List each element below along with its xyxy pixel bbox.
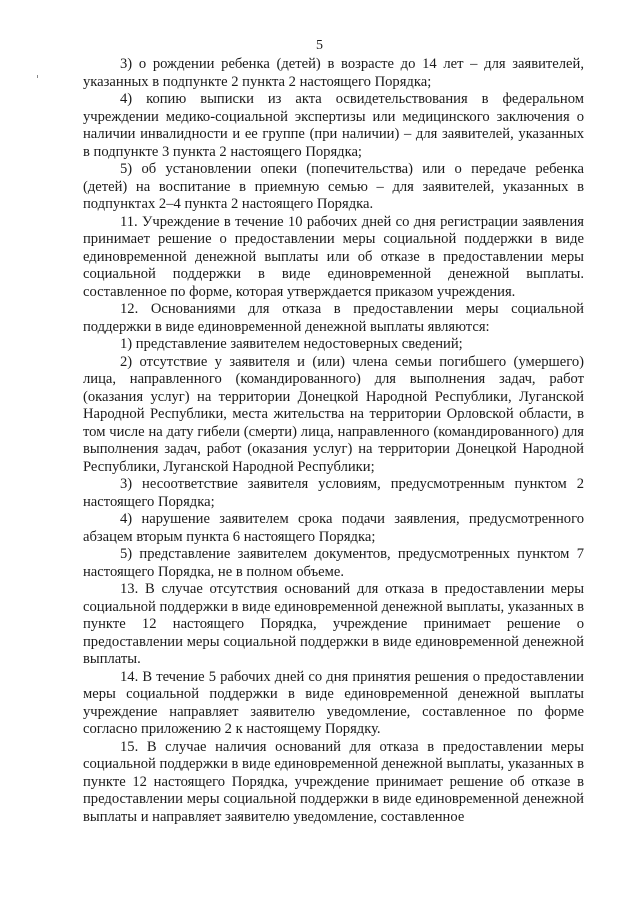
paragraph-clause-15: 15. В случае наличия оснований для отказа в предоставлении меры социальной поддержки в виде единовременной денежной выплаты, указанных в пункте 12 настоящего Порядка, учреждение принимает решение об отказе в предоставлении меры социальной поддержки в виде единовременной денежной выплаты и направляет заявителю уведомление, составленное — [83, 738, 584, 825]
page-number: 5 — [316, 38, 323, 53]
paragraph-clause-11: 11. Учреждение в течение 10 рабочих дней со дня регистрации заявления принимает решение о предоставлении меры социальной поддержки в виде единовременной денежной выплаты или об отказе в предоставлении меры социальной поддержки в виде единовременной денежной выплаты. составленное по форме, которая утверждается приказом учреждения. — [83, 213, 584, 300]
paragraph-clause-12-item-5: 5) представление заявителем документов, предусмотренных пунктом 7 настоящего Порядка, не в полном объеме. — [83, 546, 584, 580]
scan-speck — [37, 75, 38, 78]
paragraph-clause-13: 13. В случае отсутствия оснований для отказа в предоставлении меры социальной поддержки в виде единовременной денежной выплаты, указанных в пункте 12 настоящего Порядка, учреждение принимает решение о предоставлении меры социальной поддержки в виде единовременной денежной выплаты. — [83, 581, 584, 667]
paragraph-clause-12-item-1: 1) представление заявителем недостоверных сведений; — [120, 336, 463, 352]
paragraph-item-3-birth-certificate: 3) о рождении ребенка (детей) в возрасте до 14 лет – для заявителей, указанных в подпункте 2 пункта 2 настоящего Порядка; — [83, 56, 584, 90]
paragraph-clause-12-item-2: 2) отсутствие у заявителя и (или) члена семьи погибшего (умершего) лица, направленного (командированного) для выполнения задач, работ (оказания услуг) на территории Донецкой Народной Республики, Луганской Народной Республики, места жительства на территории Орловской области, в том числе на дату гибели (смерти) лица, направленного (командированного) для выполнения задач, работ (оказания услуг) на территории Донецкой Народной Республики, Луганской Народной Республики; — [83, 353, 584, 475]
paragraph-clause-12-item-4: 4) нарушение заявителем срока подачи заявления, предусмотренного абзацем вторым пункта 6 настоящего Порядка; — [83, 511, 584, 545]
document-body — [83, 56, 584, 826]
paragraph-clause-12-item-3: 3) несоответствие заявителя условиям, предусмотренным пунктом 2 настоящего Порядка; — [83, 476, 584, 510]
paragraph-item-5-guardianship: 5) об установлении опеки (попечительства) или о передаче ребенка (детей) на воспитание в приемную семью – для заявителей, указанных в подпунктах 2–4 пункта 2 настоящего Порядка. — [83, 161, 584, 212]
paragraph-item-4-disability-extract: 4) копию выписки из акта освидетельствования в федеральном учреждении медико-социальной экспертизы или медицинского заключения о наличии инвалидности и ее группе (при наличии) – для заявителей, указанных в подпункте 3 пункта 2 настоящего Порядка; — [83, 91, 584, 160]
paragraph-clause-14: 14. В течение 5 рабочих дней со дня принятия решения о предоставлении меры социальной поддержки в виде единовременной денежной выплаты учреждение направляет заявителю уведомление, составленное по форме согласно приложению 2 к настоящему Порядку. — [83, 668, 584, 737]
paragraph-clause-12: 12. Основаниями для отказа в предоставлении меры социальной поддержки в виде единовременной денежной выплаты являются: — [83, 301, 584, 335]
